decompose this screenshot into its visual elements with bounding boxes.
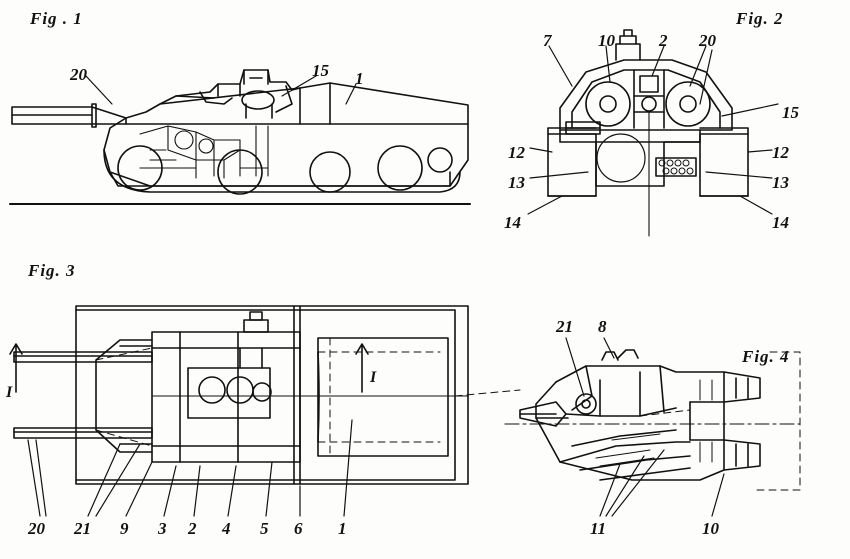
callout-fig2-12-left: 12 — [508, 143, 525, 162]
callout-fig2-13-right: 13 — [772, 173, 789, 192]
callout-fig2-14-right: 14 — [772, 213, 789, 232]
callout-fig3-9: 9 — [120, 519, 129, 538]
callout-fig4-10: 10 — [702, 519, 719, 538]
section-mark-i-right: I — [370, 369, 377, 386]
callout-fig4-8: 8 — [598, 317, 607, 336]
callout-fig1-1: 1 — [355, 69, 364, 88]
callout-fig3-5: 5 — [260, 519, 269, 538]
callout-fig2-14-left: 14 — [504, 213, 521, 232]
callout-fig3-20: 20 — [28, 519, 45, 538]
callout-fig2-13-left: 13 — [508, 173, 525, 192]
callout-fig2-2: 2 — [659, 31, 668, 50]
callout-fig2-12-right: 12 — [772, 143, 789, 162]
figure-label-fig1: Fig . 1 — [30, 9, 83, 28]
section-mark-i-left: I — [6, 384, 13, 401]
figure-label-fig3: Fig. 3 — [28, 261, 76, 280]
callout-fig2-10: 10 — [598, 31, 615, 50]
callout-fig1-15: 15 — [312, 61, 329, 80]
figure-label-fig2: Fig. 2 — [736, 9, 784, 28]
callout-fig2-15: 15 — [782, 103, 799, 122]
callout-fig4-21: 21 — [556, 317, 573, 336]
callout-fig4-11: 11 — [590, 519, 607, 538]
callout-fig2-20: 20 — [699, 31, 716, 50]
callout-fig3-21: 21 — [74, 519, 91, 538]
callout-fig3-3: 3 — [158, 519, 167, 538]
figure-label-fig4: Fig. 4 — [742, 347, 790, 366]
callout-fig2-7: 7 — [543, 31, 552, 50]
callout-fig1-20: 20 — [70, 65, 87, 84]
callout-fig3-2: 2 — [188, 519, 197, 538]
callout-fig3-1: 1 — [338, 519, 347, 538]
callout-fig3-6: 6 — [294, 519, 303, 538]
callout-fig3-4: 4 — [222, 519, 231, 538]
